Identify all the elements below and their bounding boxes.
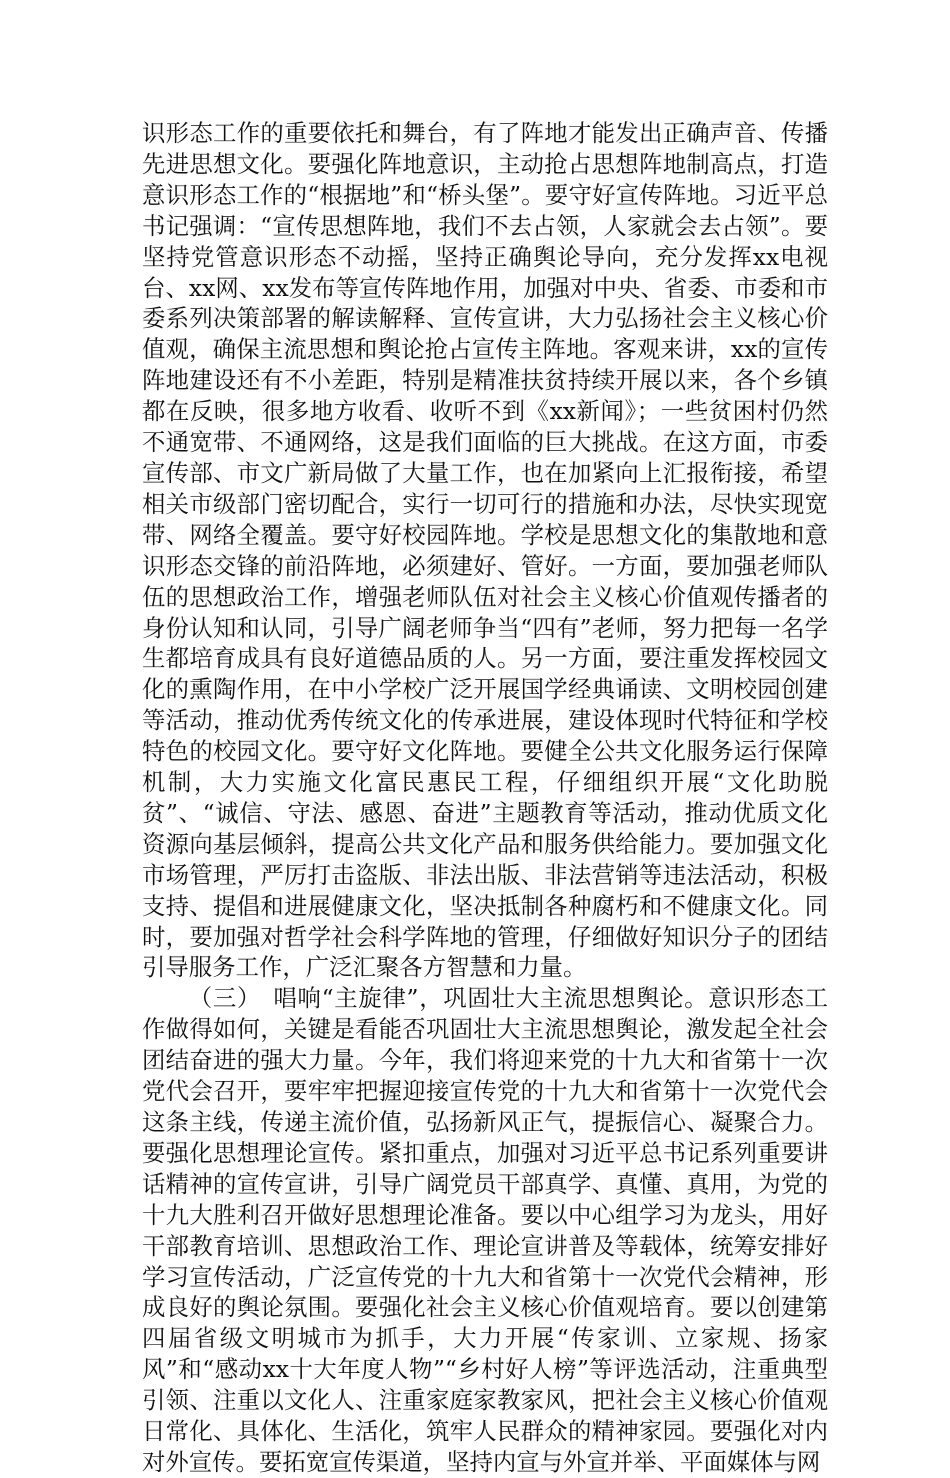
document-page (142, 118, 828, 1478)
paragraph-2: （三） 唱响“主旋律”，巩固壮大主流思想舆论。意识形态工作做得如何，关键是看能否巩固壮大主流思想舆论，激发起全社会团结奋进的强大力量。今年，我们将迎来党的十九大和省第十一次党代会召开，要牢牢把握迎接宣传党的十九大和省第十一次党代会这条主线，传递主流价值，弘扬新风正气，提振信心、凝聚合力。要强化思想理论宣传。紧扣重点，加强对习近平总书记系列重要讲话精神的宣传宣讲，引导广阔党员干部真学、真懂、真用，为党的十九大胜利召开做好思想理论准备。要以中心组学习为龙头，用好干部教育培训、思想政治工作、理论宣讲普及等载体，统筹安排好学习宣传活动，广泛宣传党的十九大和省第十一次党代会精神，形成良好的舆论氛围。要强化社会主义核心价值观培育。要以创建第四届省级文明城市为抓手，大力开展“传家训、立家规、扬家风”和“感动xx十大年度人物”“乡村好人榜”等评选活动，注重典型引领、注重以文化人、注重家庭家教家风，把社会主义核心价值观日常化、具体化、生活化，筑牢人民群众的精神家园。要强化对内对外宣传。要拓宽宣传渠道，坚持内宣与外宣并举、平面媒体与网 (142, 984, 828, 1476)
paragraph-1: 识形态工作的重要依托和舞台，有了阵地才能发出正确声音、传播先进思想文化。要强化阵地意识，主动抢占思想阵地制高点，打造意识形态工作的“根据地”和“桥头堡”。要守好宣传阵地。习近平总书记强调：“宣传思想阵地，我们不去占领，人家就会去占领”。要坚持党管意识形态不动摇，坚持正确舆论导向，充分发挥xx电视台、xx网、xx发布等宣传阵地作用，加强对中央、省委、市委和市委系列决策部署的解读解释、宣传宣讲，大力弘扬社会主义核心价值观，确保主流思想和舆论抢占宣传主阵地。客观来讲，xx的宣传阵地建设还有不小差距，特别是精准扶贫持续开展以来，各个乡镇都在反映，很多地方收看、收听不到《xx新闻》；一些贫困村仍然不通宽带、不通网络，这是我们面临的巨大挑战。在这方面，市委宣传部、市文广新局做了大量工作，也在加紧向上汇报衔接，希望相关市级部门密切配合，实行一切可行的措施和办法，尽快实现宽带、网络全覆盖。要守好校园阵地。学校是思想文化的集散地和意识形态交锋的前沿阵地，必须建好、管好。一方面，要加强老师队伍的思想政治工作，增强老师队伍对社会主义核心价值观传播者的身份认知和认同，引导广阔老师争当“四有”老师，努力把每一名学生都培育成具有良好道德品质的人。另一方面，要注重发挥校园文化的熏陶作用，在中小学校广泛开展国学经典诵读、文明校园创建等活动，推动优秀传统文化的传承进展，建设体现时代特征和学校特色的校园文化。要守好文化阵地。要健全公共文化服务运行保障机制，大力实施文化富民惠民工程，仔细组织开展“文化助脱贫”、“诚信、守法、感恩、奋进”主题教育等活动，推动优质文化资源向基层倾斜，提高公共文化产品和服务供给能力。要加强文化市场管理，严厉打击盗版、非法出版、非法营销等违法活动，积极支持、提倡和进展健康文化，坚决抵制各种腐朽和不健康文化。同时，要加强对哲学社会科学阵地的管理，仔细做好知识分子的团结引导服务工作，广泛汇聚各方智慧和力量。 (142, 119, 828, 982)
